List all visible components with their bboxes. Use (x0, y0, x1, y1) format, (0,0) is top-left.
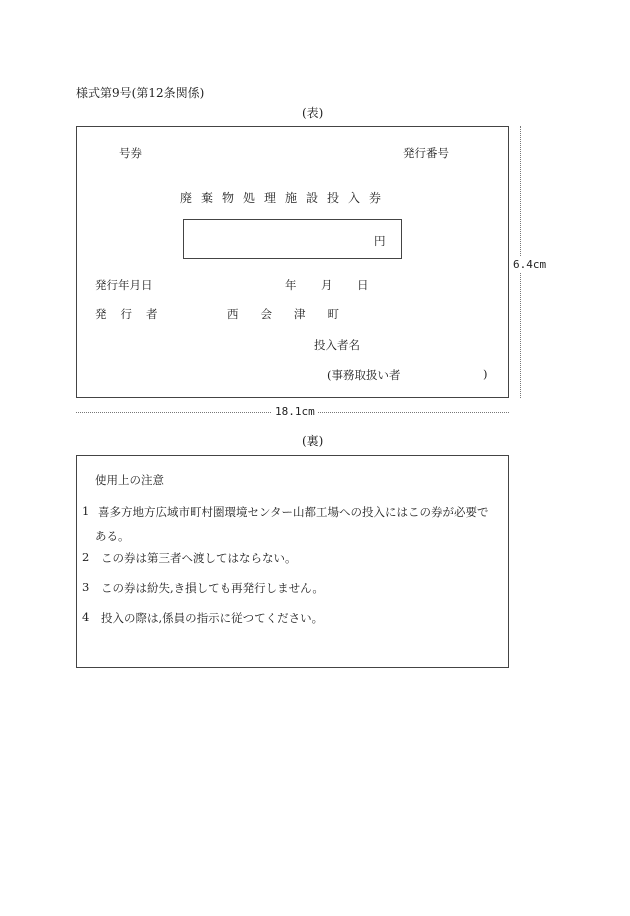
issue-no-label: 発行番号 (403, 146, 449, 160)
note-item-2-num: 2 (82, 550, 90, 564)
note-item-3-num: 3 (82, 580, 90, 594)
handler-close: ) (483, 367, 488, 381)
issuer-name: 西会津町 (227, 307, 361, 321)
depositor-label: 投入者名 (314, 338, 360, 352)
note-item-4-text: 投入の際は,係員の指示に従つてください。 (101, 611, 324, 625)
year-label: 年 (285, 278, 297, 292)
notes-title: 使用上の注意 (95, 473, 164, 487)
note-item-1-text-cont: ある。 (95, 529, 130, 543)
yen-label: 円 (374, 234, 386, 248)
number-label: 号券 (119, 146, 142, 160)
front-ticket (76, 126, 509, 398)
back-ticket (76, 455, 509, 668)
issuer-label: 発行者 (95, 307, 172, 321)
note-item-2-text: この券は第三者へ渡してはならない。 (101, 551, 297, 565)
handler-label: (事務取扱い者 (327, 368, 401, 382)
amount-box (183, 219, 402, 259)
form-title: 様式第9号(第12条関係) (76, 86, 205, 100)
front-label: (表) (302, 106, 324, 120)
ticket-title: 廃棄物処理施設投入券 (180, 191, 391, 205)
note-item-4-num: 4 (82, 610, 90, 624)
note-item-3-text: この券は紛失,き損しても再発行しません。 (101, 581, 324, 595)
month-label: 月 (321, 278, 333, 292)
note-item-1-text: 喜多方地方広域市町村圏環境センター山都工場への投入にはこの券が必要で (98, 505, 489, 519)
day-label: 日 (357, 278, 369, 292)
issue-date-label: 発行年月日 (95, 278, 153, 292)
back-label: (裏) (302, 434, 324, 448)
height-dimension-label: 6.4cm (513, 258, 547, 271)
note-item-1-num: 1 (82, 504, 90, 518)
width-dimension-label: 18.1cm (272, 405, 318, 418)
